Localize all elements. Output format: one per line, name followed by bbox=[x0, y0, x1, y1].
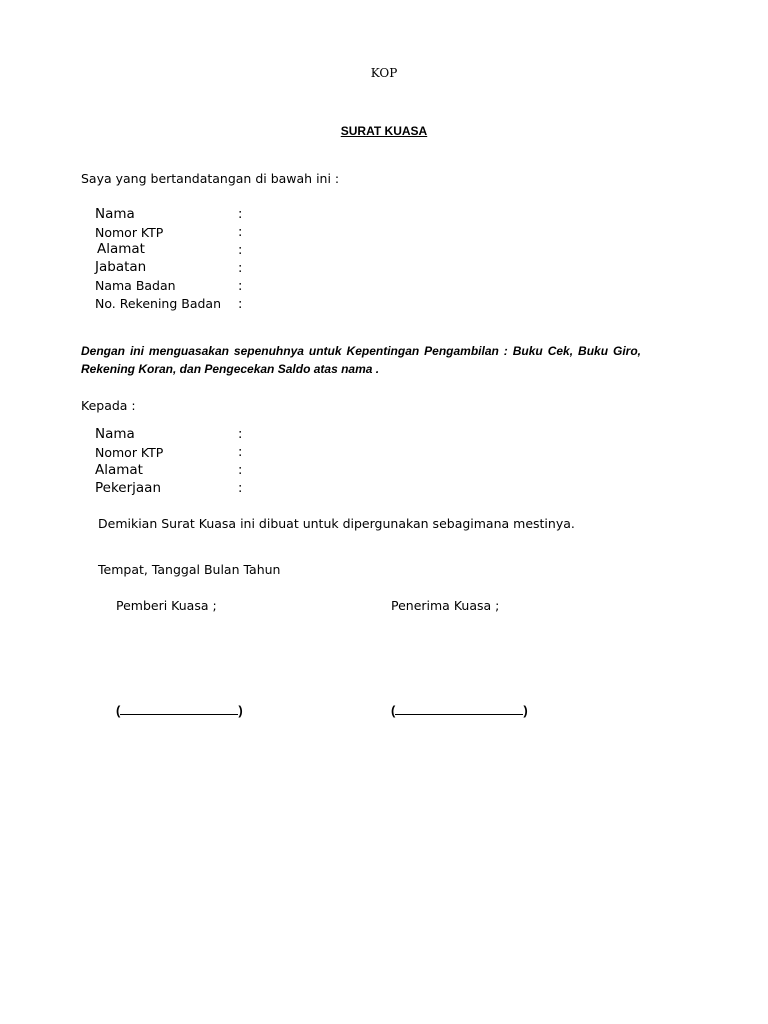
giver-field-label-jabatan: Jabatan bbox=[95, 259, 147, 275]
signature-open-paren: ( bbox=[116, 703, 121, 718]
intro-text: Saya yang bertandatangan di bawah ini : bbox=[81, 171, 340, 186]
receiver-field-label-nama: Nama bbox=[95, 426, 135, 442]
receiver-field-colon: : bbox=[238, 463, 243, 478]
signature-close-paren: ) bbox=[238, 703, 243, 718]
giver-field-label-ktp: Nomor KTP bbox=[95, 225, 164, 240]
giver-field-colon: : bbox=[238, 261, 243, 276]
giver-field-colon: : bbox=[238, 225, 243, 240]
kop-header: KOP bbox=[370, 66, 398, 80]
receiver-field-colon: : bbox=[238, 427, 243, 442]
giver-field-label-nama-badan: Nama Badan bbox=[95, 278, 176, 293]
receiver-signature-line bbox=[391, 702, 528, 718]
receiver-field-colon: : bbox=[238, 481, 243, 496]
closing-text: Demikian Surat Kuasa ini dibuat untuk dipergunakan sebagimana mestinya. bbox=[98, 516, 575, 531]
signature-blank bbox=[395, 702, 523, 715]
receiver-field-label-ktp: Nomor KTP bbox=[95, 445, 164, 460]
kepada-label: Kepada : bbox=[81, 398, 136, 413]
place-date: Tempat, Tanggal Bulan Tahun bbox=[98, 562, 281, 577]
receiver-field-colon: : bbox=[238, 445, 243, 460]
receiver-signature-label: Penerima Kuasa ; bbox=[391, 598, 500, 613]
signature-blank bbox=[120, 702, 238, 715]
receiver-field-label-alamat: Alamat bbox=[95, 462, 143, 478]
document-title: SURAT KUASA bbox=[340, 124, 428, 138]
giver-field-label-rekening: No. Rekening Badan bbox=[95, 296, 222, 311]
giver-field-label-alamat: Alamat bbox=[97, 241, 145, 257]
giver-field-colon: : bbox=[238, 297, 243, 312]
giver-field-colon: : bbox=[238, 243, 243, 258]
giver-signature-label: Pemberi Kuasa ; bbox=[116, 598, 217, 613]
giver-field-colon: : bbox=[238, 279, 243, 294]
signature-close-paren: ) bbox=[523, 703, 528, 718]
authorization-statement: Dengan ini menguasakan sepenuhnya untuk Kepentingan Pengambilan : Buku Cek, Buku Giro, Rekening Koran, dan Pengecekan Saldo atas nama . bbox=[81, 344, 641, 376]
signature-open-paren: ( bbox=[391, 703, 396, 718]
giver-field-label-nama: Nama bbox=[95, 206, 135, 222]
giver-signature-line bbox=[116, 702, 243, 718]
receiver-field-label-pekerjaan: Pekerjaan bbox=[95, 480, 162, 496]
giver-field-colon: : bbox=[238, 207, 243, 222]
